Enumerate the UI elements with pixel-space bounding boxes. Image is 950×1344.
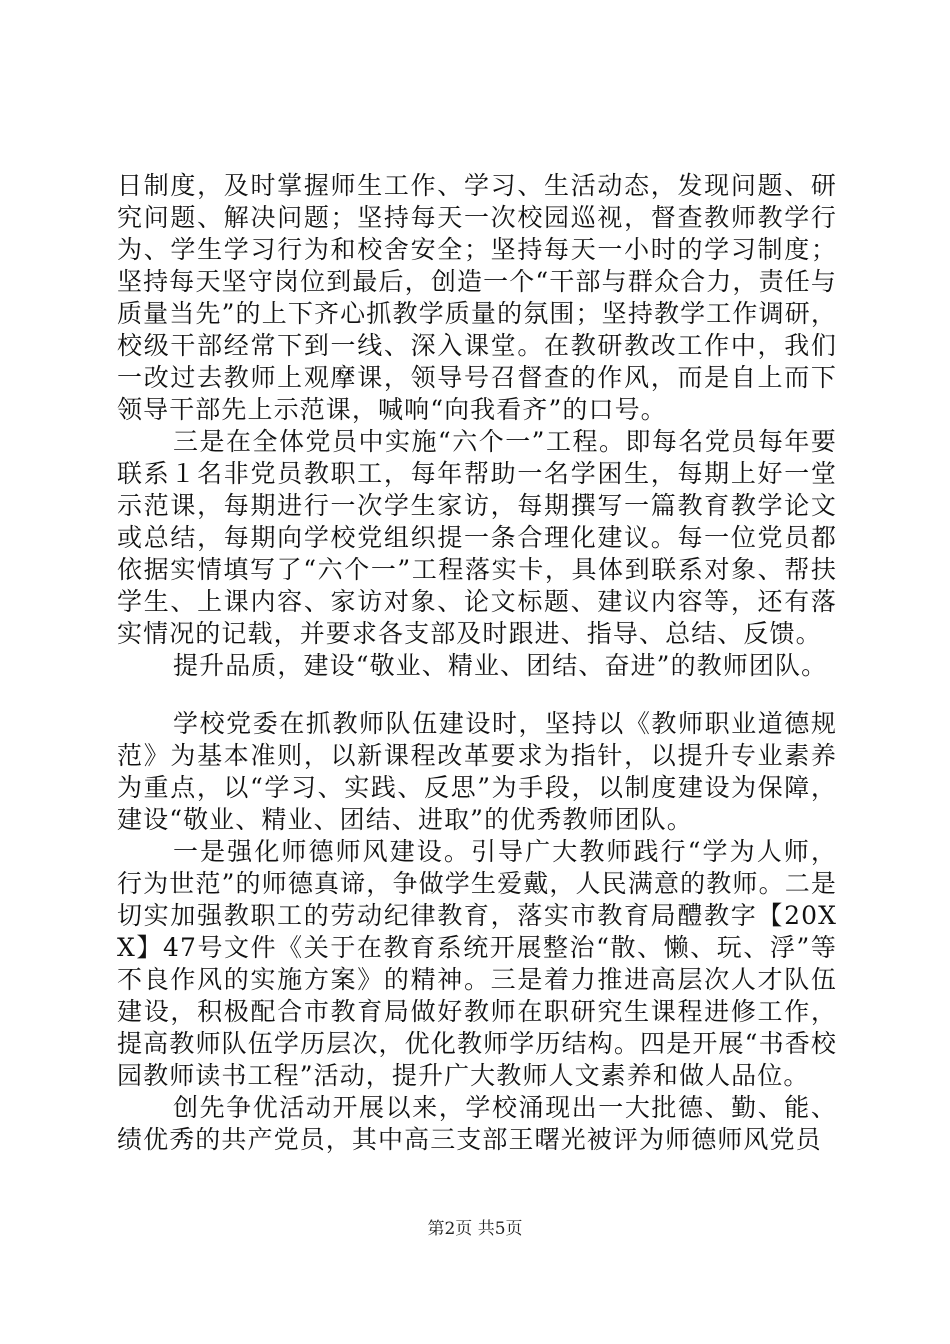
paragraph-six-ones-project: 三是在全体党员中实施“六个一”工程。即每名党员每年要联系１名非党员教职工，每年帮助一名学困生，每期上好一堂示范课，每期进行一次学生家访，每期撰写一篇教育教学论文或总结，每期向学校党组织提一条合理化建议。每一位党员都依据实情填写了“六个一”工程落实卡，具体到联系对象、帮扶学生、上课内容、家访对象、论文标题、建议内容等，还有落实情况的记载，并要求各支部及时跟进、指导、总结、反馈。 <box>117 427 837 648</box>
paragraph-continuation: 日制度，及时掌握师生工作、学习、生活动态，发现问题、研究问题、解决问题；坚持每天一次校园巡视，督查教师教学行为、学生学习行为和校舍安全；坚持每天一小时的学习制度；坚持每天坚守岗位到最后，创造一个“干部与群众合力，责任与质量当先”的上下齐心抓教学质量的氛围；坚持教学工作调研，校级干部经常下到一线、深入课堂。在教研教改工作中，我们一改过去教师上观摩课，领导号召督查的作风，而是自上而下领导干部先上示范课，喊响“向我看齐”的口号。 <box>117 171 837 424</box>
paragraph-excellence-activity: 创先争优活动开展以来，学校涌现出一大批德、勤、能、绩优秀的共产党员，其中高三支部王曙光被评为师德师风党员 <box>117 1093 837 1154</box>
page-number-footer: 第2页 共5页 <box>427 1219 523 1239</box>
paragraph-teacher-team: 学校党委在抓教师队伍建设时，坚持以《教师职业道德规范》为基本准则，以新课程改革要求为指针，以提升专业素养为重点，以“学习、实践、反思”为手段，以制度建设为保障，建设“敬业、精业、团结、进取”的优秀教师团队。 <box>117 709 837 834</box>
paragraph-ethics-building: 一是强化师德师风建设。引导广大教师践行“学为人师，行为世范”的师德真谛，争做学生爱戴，人民满意的教师。二是切实加强教职工的劳动纪律教育，落实市教育局醴教字【20XX】47号文件《关于在教育系统开展整治“散、懒、玩、浮”等不良作风的实施方案》的精神。三是着力推进高层次人才队伍建设，积极配合市教育局做好教师在职研究生课程进修工作，提高教师队伍学历层次，优化教师学历结构。四是开展“书香校园教师读书工程”活动，提升广大教师人文素养和做人品位。 <box>117 837 837 1090</box>
document-body <box>117 170 837 1156</box>
section-heading: 提升品质，建设“敬业、精业、团结、奋进”的教师团队。 <box>173 651 828 680</box>
